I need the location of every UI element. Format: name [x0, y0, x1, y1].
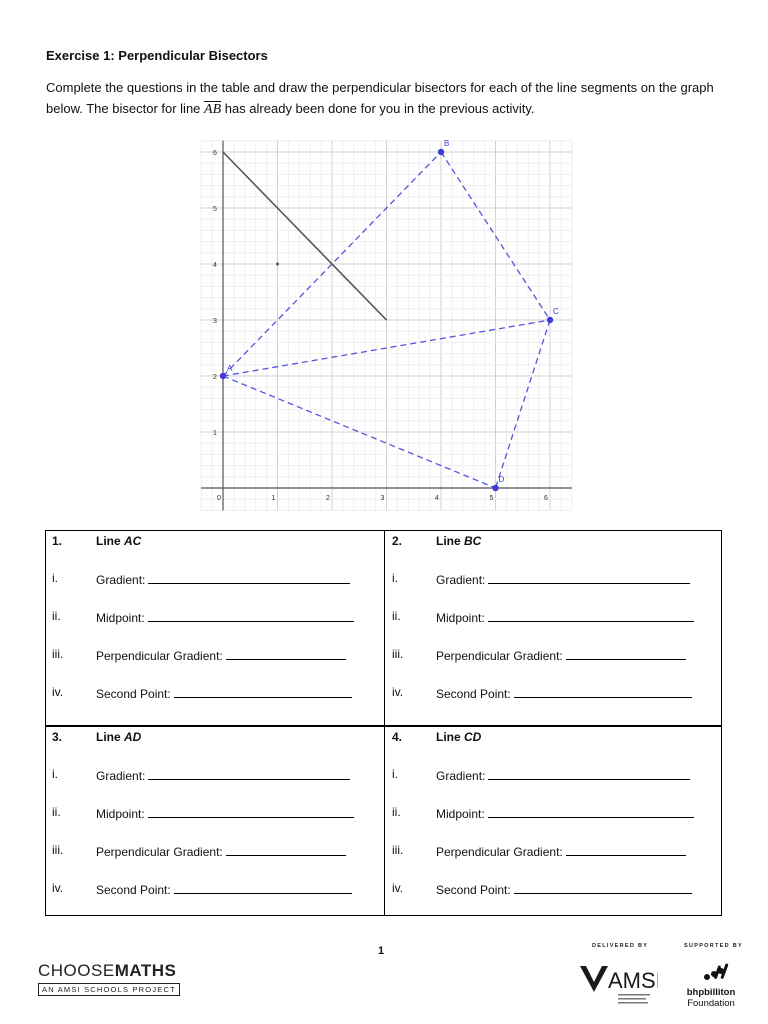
point-d [492, 485, 498, 491]
item-number: iii. [52, 843, 64, 857]
item-label-wrap [96, 609, 354, 625]
instructions-text-2: has already been done for you in the previous activity. [221, 101, 535, 116]
item-label: Second Point: [96, 883, 171, 897]
item-label: Gradient: [96, 769, 146, 783]
item-label-wrap [436, 881, 692, 897]
amsi-logo [578, 962, 658, 1011]
question-line-label [436, 534, 481, 548]
y-tick-label: 5 [213, 206, 217, 213]
answer-blank[interactable] [148, 609, 354, 622]
amsi-logo-icon [578, 962, 658, 1006]
instructions-text-1: Complete the questions in the table and draw the perpendicular bisectors for each of the line segments on the graph below. The bisector for line [46, 80, 714, 116]
answer-blank[interactable] [148, 571, 350, 584]
point-label-a: A [227, 364, 233, 373]
item-number: ii. [392, 805, 401, 819]
item-label-wrap [96, 647, 346, 663]
question-number: 2. [392, 534, 403, 548]
line-prefix: Line [96, 730, 125, 744]
dashed-segment-cd [496, 320, 551, 488]
delivered-by-label: DELIVERED BY [592, 943, 649, 949]
item-number: ii. [52, 609, 61, 623]
question-cell [386, 727, 716, 917]
item-label-wrap [436, 647, 686, 663]
item-label-wrap [96, 571, 350, 587]
answer-blank[interactable] [488, 571, 690, 584]
x-tick-label: 1 [271, 495, 276, 502]
answer-blank[interactable] [514, 685, 692, 698]
y-tick-label: 6 [213, 150, 217, 157]
item-number: iii. [392, 843, 404, 857]
item-label-wrap [96, 881, 352, 897]
x-tick-label: 2 [326, 495, 330, 502]
item-label: Midpoint: [436, 611, 485, 625]
answer-blank[interactable] [148, 767, 350, 780]
tick-labels [213, 150, 548, 502]
item-label: Midpoint: [436, 807, 485, 821]
line-name: AD [124, 730, 142, 744]
points [220, 139, 559, 491]
question-cell [46, 727, 376, 917]
item-label: Midpoint: [96, 611, 145, 625]
item-label: Perpendicular Gradient: [436, 649, 563, 663]
item-label: Perpendicular Gradient: [96, 649, 223, 663]
item-number: i. [52, 571, 58, 585]
x-tick-label: 5 [489, 495, 494, 502]
item-label-wrap [96, 843, 346, 859]
item-number: iii. [52, 647, 64, 661]
answer-blank[interactable] [148, 805, 354, 818]
item-number: iv. [52, 685, 64, 699]
item-label: Midpoint: [96, 807, 145, 821]
answer-blank[interactable] [488, 805, 694, 818]
exercise-title: Exercise 1: Perpendicular Bisectors [46, 48, 268, 63]
item-number: ii. [52, 805, 61, 819]
table-column-divider [384, 531, 385, 915]
item-label-wrap [96, 685, 352, 701]
item-number: iii. [392, 647, 404, 661]
question-cell [386, 531, 716, 721]
item-number: iv. [392, 881, 404, 895]
question-number: 1. [52, 534, 63, 548]
instructions [46, 77, 736, 120]
answer-blank[interactable] [174, 685, 352, 698]
item-number: ii. [392, 609, 401, 623]
item-label-wrap [436, 571, 690, 587]
bhp-foundation-logo [683, 962, 739, 1009]
line-name: BC [464, 534, 482, 548]
choosemaths-logo [38, 961, 180, 996]
answer-blank[interactable] [514, 881, 692, 894]
grid-lines [201, 141, 572, 511]
y-tick-label: 3 [213, 318, 217, 325]
x-tick-label: 6 [544, 495, 548, 502]
answer-blank[interactable] [226, 843, 346, 856]
supported-by-label: SUPPORTED BY [684, 943, 743, 949]
question-cell [46, 531, 376, 721]
coordinate-graph [198, 136, 573, 516]
point-label-d: D [498, 475, 505, 484]
item-label-wrap [436, 767, 690, 783]
questions-table [45, 530, 722, 916]
line-name: AC [124, 534, 142, 548]
question-line-label [96, 730, 141, 744]
question-number: 4. [392, 730, 403, 744]
answer-blank[interactable] [566, 647, 686, 660]
question-number: 3. [52, 730, 63, 744]
bhp-foundation: Foundation [687, 998, 735, 1009]
line-name: CD [464, 730, 482, 744]
x-tick-label: 4 [435, 495, 439, 502]
point-label-b: B [444, 139, 450, 148]
line-prefix: Line [96, 534, 125, 548]
x-tick-label: 0 [217, 495, 221, 502]
item-label: Gradient: [96, 573, 146, 587]
bisector-midpoint [276, 263, 279, 266]
item-label-wrap [436, 843, 686, 859]
item-number: i. [52, 767, 58, 781]
question-line-label [436, 730, 481, 744]
logo-choose: CHOOSE [38, 961, 115, 980]
bisector-ab-line [223, 152, 387, 320]
segment-ab-label: $\overline{AB}$ [204, 102, 222, 117]
item-number: i. [392, 767, 398, 781]
answer-blank[interactable] [174, 881, 352, 894]
answer-blank[interactable] [226, 647, 346, 660]
answer-blank[interactable] [566, 843, 686, 856]
item-number: iv. [52, 881, 64, 895]
answer-blank[interactable] [488, 767, 690, 780]
page-number: 1 [378, 945, 385, 957]
y-tick-label: 4 [213, 262, 217, 269]
item-label-wrap [96, 767, 350, 783]
item-label: Second Point: [436, 883, 511, 897]
line-prefix: Line [436, 534, 465, 548]
item-label-wrap [436, 805, 694, 821]
point-label-c: C [553, 307, 559, 316]
bhp-mark-icon [683, 962, 739, 982]
item-number: i. [392, 571, 398, 585]
point-c [547, 317, 553, 323]
item-label: Gradient: [436, 573, 486, 587]
point-a [220, 373, 226, 379]
item-label: Second Point: [96, 687, 171, 701]
item-label: Perpendicular Gradient: [436, 845, 563, 859]
item-label-wrap [436, 685, 692, 701]
item-label: Gradient: [436, 769, 486, 783]
logo-project-text: AN AMSI SCHOOLS PROJECT [38, 983, 180, 996]
x-tick-label: 3 [380, 495, 385, 502]
logo-maths: MATHS [114, 961, 177, 980]
bhp-name: bhpbilliton [686, 987, 736, 998]
item-label-wrap [96, 805, 354, 821]
item-label-wrap [436, 609, 694, 625]
question-line-label [96, 534, 141, 548]
item-label: Second Point: [436, 687, 511, 701]
item-label: Perpendicular Gradient: [96, 845, 223, 859]
point-b [438, 149, 444, 155]
line-prefix: Line [436, 730, 465, 744]
item-number: iv. [392, 685, 404, 699]
amsi-logo-text: AMSI [608, 968, 658, 993]
y-tick-label: 2 [213, 374, 217, 381]
y-tick-label: 1 [213, 430, 217, 437]
answer-blank[interactable] [488, 609, 694, 622]
